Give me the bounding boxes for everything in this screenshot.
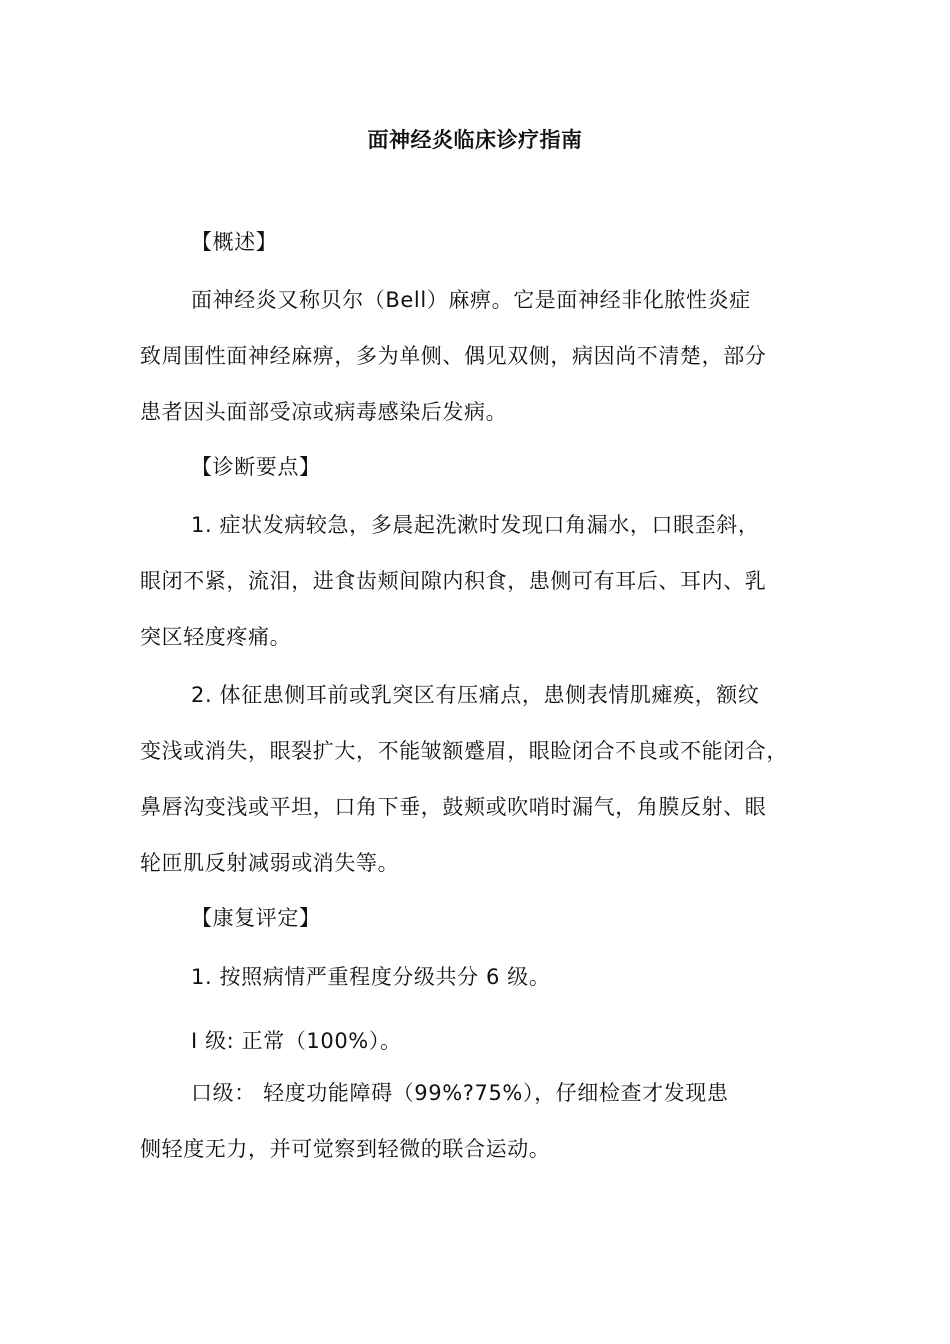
text-line: 口级： 轻度功能障碍（99%?75%），仔细检查才发现患 bbox=[191, 1081, 729, 1105]
text-line: 面神经炎又称贝尔（Bell）麻痹。它是面神经非化脓性炎症 bbox=[191, 288, 751, 312]
diagnosis-item-signs bbox=[140, 667, 830, 891]
rehab-grade-one: I 级: 正常（100%）。 bbox=[191, 1029, 402, 1053]
text-line: 2. 体征患侧耳前或乳突区有压痛点，患侧表情肌瘫痪，额纹 bbox=[191, 683, 760, 707]
text-line: 1. 症状发病较急，多晨起洗漱时发现口角漏水，口眼歪斜， bbox=[191, 513, 760, 537]
text-line: 致周围性面神经麻痹，多为单侧、偶见双侧，病因尚不清楚，部分 bbox=[140, 344, 767, 368]
text-line: 侧轻度无力，并可觉察到轻微的联合运动。 bbox=[140, 1137, 551, 1161]
text-line: 眼闭不紧，流泪，进食齿颊间隙内积食，患侧可有耳后、耳内、乳 bbox=[140, 569, 767, 593]
document-title: 面神经炎临床诊疗指南 bbox=[367, 128, 583, 152]
text-line: 轮匝肌反射减弱或消失等。 bbox=[140, 851, 400, 875]
rehab-grade-two bbox=[140, 1065, 830, 1177]
section-heading-overview: 【概述】 bbox=[191, 230, 278, 254]
rehab-item-grading: 1. 按照病情严重程度分级共分 6 级。 bbox=[191, 965, 551, 989]
text-line: 突区轻度疼痛。 bbox=[140, 625, 292, 649]
text-line: 鼻唇沟变浅或平坦，口角下垂，鼓颊或吹哨时漏气，角膜反射、眼 bbox=[140, 795, 767, 819]
diagnosis-item-symptoms bbox=[140, 497, 830, 665]
section-heading-rehab: 【康复评定】 bbox=[191, 906, 321, 930]
overview-paragraph bbox=[140, 272, 830, 440]
text-line: 变浅或消失，眼裂扩大，不能皱额蹙眉，眼睑闭合不良或不能闭合， bbox=[140, 739, 788, 763]
text-line: 患者因头面部受凉或病毒感染后发病。 bbox=[140, 400, 508, 424]
section-heading-diagnosis: 【诊断要点】 bbox=[191, 455, 321, 479]
